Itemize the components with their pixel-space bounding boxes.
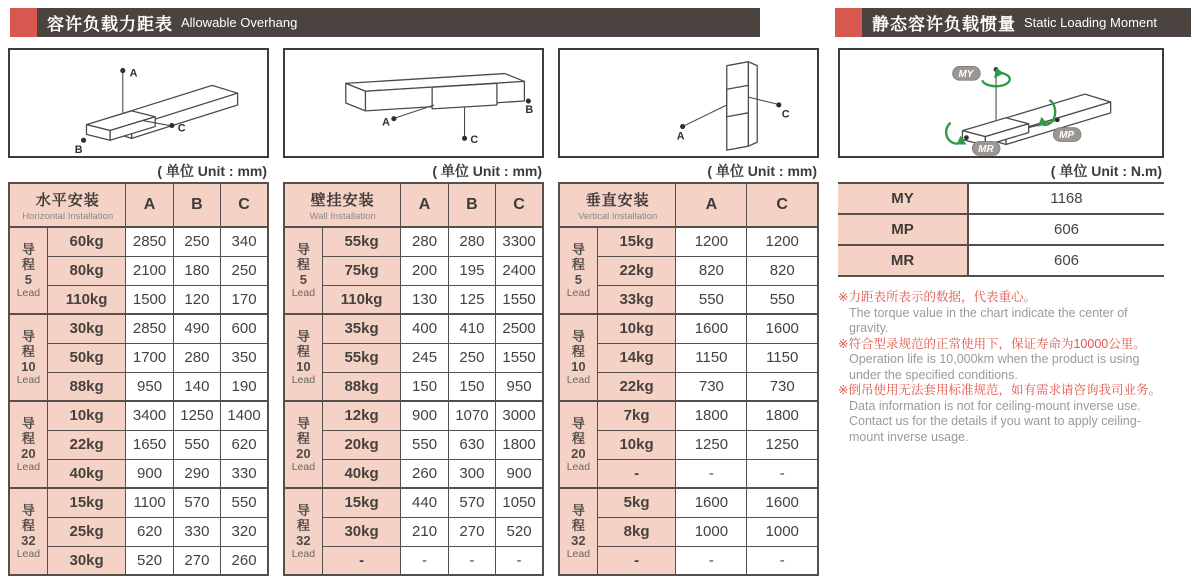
value-cell: 820 (676, 256, 747, 285)
load-cell: 60kg (47, 227, 126, 256)
value-cell: 900 (496, 459, 543, 488)
load-cell: 80kg (47, 256, 126, 285)
value-cell: 195 (448, 256, 495, 285)
load-cell: 35kg (322, 314, 401, 343)
red-accent-square (10, 8, 37, 37)
lead-cell: 导 程 20 Lead (559, 401, 597, 488)
table-row (284, 314, 543, 343)
value-cell: 820 (747, 256, 818, 285)
moment-label: MP (838, 214, 968, 245)
unit-label-nm: ( 单位 Unit : N.m) (1050, 163, 1162, 179)
load-cell: 88kg (322, 372, 401, 401)
value-cell: 1600 (747, 314, 818, 343)
moment-label: MY (838, 183, 968, 214)
load-cell: 110kg (322, 285, 401, 314)
value-cell: 1800 (496, 430, 543, 459)
value-cell: 1250 (747, 430, 818, 459)
section-title-en: Static Loading Moment (1024, 15, 1157, 30)
vertical-installation-diagram (558, 48, 819, 158)
lead-cell: 导 程 10 Lead (559, 314, 597, 401)
point-a-label: A (382, 116, 390, 129)
installation-title-cell: 壁挂安装 Wall Installation (284, 183, 401, 227)
value-cell: 1550 (496, 343, 543, 372)
table-row (838, 183, 1164, 214)
value-cell: 330 (221, 459, 268, 488)
lead-cell: 导 程 5 Lead (559, 227, 597, 314)
value-cell: 1150 (747, 343, 818, 372)
value-cell: 260 (221, 546, 268, 575)
value-cell: 250 (221, 256, 268, 285)
value-cell: - (401, 546, 448, 575)
value-cell: 730 (676, 372, 747, 401)
load-cell: 15kg (47, 488, 126, 517)
point-a-label: A (676, 130, 685, 143)
installation-title-cell: 水平安装 Horizontal Installation (9, 183, 126, 227)
value-cell: 2850 (126, 227, 173, 256)
table-row (559, 372, 818, 401)
table-header-row (559, 183, 818, 227)
value-cell: 1000 (676, 517, 747, 546)
table-row (284, 256, 543, 285)
value-cell: 1250 (676, 430, 747, 459)
value-cell: 550 (221, 488, 268, 517)
load-cell: 8kg (597, 517, 676, 546)
table-row (284, 430, 543, 459)
lead-cell: 导 程 5 Lead (9, 227, 47, 314)
table-row (9, 314, 268, 343)
lead-cell: 导 程 20 Lead (9, 401, 47, 488)
moment-mp-label: MP (1059, 130, 1075, 142)
load-cell: - (597, 459, 676, 488)
value-cell: 1550 (496, 285, 543, 314)
table-row (9, 372, 268, 401)
load-cell: 20kg (322, 430, 401, 459)
value-cell: 1000 (747, 517, 818, 546)
load-cell: - (322, 546, 401, 575)
value-cell: 200 (401, 256, 448, 285)
column-header-c: C (221, 183, 268, 227)
table-row (559, 546, 818, 575)
table-row (559, 285, 818, 314)
value-cell: 1400 (221, 401, 268, 430)
table-row (559, 227, 818, 256)
value-cell: 320 (221, 517, 268, 546)
value-cell: 170 (221, 285, 268, 314)
value-cell: 340 (221, 227, 268, 256)
wall-installation-table (283, 182, 544, 576)
load-cell: 33kg (597, 285, 676, 314)
value-cell: 440 (401, 488, 448, 517)
unit-label-mm: ( 单位 Unit : mm) (157, 163, 267, 179)
value-cell: 150 (448, 372, 495, 401)
load-cell: 30kg (322, 517, 401, 546)
table-row (284, 488, 543, 517)
table-row (559, 343, 818, 372)
value-cell: 250 (448, 343, 495, 372)
value-cell: 400 (401, 314, 448, 343)
unit-label-mm: ( 单位 Unit : mm) (432, 163, 542, 179)
table-row (9, 430, 268, 459)
value-cell: 280 (401, 227, 448, 256)
moment-value: 606 (968, 245, 1164, 276)
value-cell: 350 (221, 343, 268, 372)
static-loading-moment-column (838, 48, 1164, 445)
load-cell: 22kg (597, 256, 676, 285)
table-row (9, 546, 268, 575)
table-header-row (9, 183, 268, 227)
load-cell: 75kg (322, 256, 401, 285)
wall-installation-diagram (283, 48, 544, 158)
value-cell: 2850 (126, 314, 173, 343)
wall-installation-column (283, 48, 544, 576)
table-row (9, 256, 268, 285)
value-cell: 3000 (496, 401, 543, 430)
column-header-c: C (747, 183, 818, 227)
value-cell: 550 (401, 430, 448, 459)
footnote-zh: ※倒吊使用无法套用标准规范，如有需求请咨询我司业务。 (838, 383, 1161, 397)
value-cell: 250 (173, 227, 220, 256)
value-cell: 290 (173, 459, 220, 488)
value-cell: 300 (448, 459, 495, 488)
section-title-zh: 静态容许负载惯量 (872, 15, 1016, 34)
point-b-label: B (74, 144, 83, 156)
table-row (559, 488, 818, 517)
value-cell: 1600 (747, 488, 818, 517)
section-header-static-loading-moment (835, 8, 1191, 37)
lead-cell: 导 程 5 Lead (284, 227, 322, 314)
value-cell: 280 (448, 227, 495, 256)
table-row (284, 227, 543, 256)
column-header-b: B (448, 183, 495, 227)
value-cell: 2100 (126, 256, 173, 285)
value-cell: 550 (676, 285, 747, 314)
value-cell: 2400 (496, 256, 543, 285)
value-cell: 1650 (126, 430, 173, 459)
horizontal-installation-table (8, 182, 269, 576)
value-cell: 1800 (676, 401, 747, 430)
value-cell: 2500 (496, 314, 543, 343)
value-cell: - (676, 459, 747, 488)
table-row (284, 546, 543, 575)
value-cell: 630 (448, 430, 495, 459)
value-cell: 570 (173, 488, 220, 517)
value-cell: 270 (448, 517, 495, 546)
table-row (284, 372, 543, 401)
table-row (284, 517, 543, 546)
value-cell: - (676, 546, 747, 575)
load-cell: 55kg (322, 343, 401, 372)
vertical-installation-table (558, 182, 819, 576)
footnote-zh: ※力距表所表示的数据，代表重心。 (838, 290, 1036, 304)
moment-diagram (838, 48, 1164, 158)
horizontal-installation-diagram (8, 48, 269, 158)
column-header-b: B (173, 183, 220, 227)
moment-mr-label: MR (978, 143, 994, 155)
table-header-row (284, 183, 543, 227)
value-cell: - (747, 459, 818, 488)
value-cell: 570 (448, 488, 495, 517)
table-row (559, 459, 818, 488)
load-cell: 30kg (47, 546, 126, 575)
value-cell: 280 (173, 343, 220, 372)
load-cell: 7kg (597, 401, 676, 430)
value-cell: - (496, 546, 543, 575)
value-cell: 1150 (676, 343, 747, 372)
value-cell: 1700 (126, 343, 173, 372)
point-c-label: C (781, 108, 790, 121)
load-cell: 10kg (47, 401, 126, 430)
load-cell: 12kg (322, 401, 401, 430)
load-cell: 88kg (47, 372, 126, 401)
value-cell: 550 (747, 285, 818, 314)
value-cell: 150 (401, 372, 448, 401)
value-cell: 130 (401, 285, 448, 314)
load-cell: 40kg (47, 459, 126, 488)
value-cell: 600 (221, 314, 268, 343)
load-cell: 10kg (597, 314, 676, 343)
load-cell: 50kg (47, 343, 126, 372)
lead-cell: 导 程 10 Lead (9, 314, 47, 401)
table-row (9, 227, 268, 256)
load-cell: 22kg (47, 430, 126, 459)
value-cell: 270 (173, 546, 220, 575)
lead-cell: 导 程 10 Lead (284, 314, 322, 401)
point-b-label: B (525, 103, 534, 116)
value-cell: 950 (126, 372, 173, 401)
table-row (559, 401, 818, 430)
installation-title-cell: 垂直安装 Vertical Installation (559, 183, 676, 227)
lead-cell: 导 程 32 Lead (559, 488, 597, 575)
moment-my-label: MY (958, 68, 974, 80)
table-row (9, 285, 268, 314)
table-row (559, 314, 818, 343)
value-cell: 210 (401, 517, 448, 546)
load-cell: 110kg (47, 285, 126, 314)
value-cell: 245 (401, 343, 448, 372)
value-cell: 180 (173, 256, 220, 285)
value-cell: 620 (126, 517, 173, 546)
table-row (284, 401, 543, 430)
table-row (559, 517, 818, 546)
lead-cell: 导 程 32 Lead (284, 488, 322, 575)
load-cell: 15kg (597, 227, 676, 256)
point-c-label: C (470, 134, 479, 147)
section-title-en: Allowable Overhang (181, 15, 298, 30)
moment-label: MR (838, 245, 968, 276)
load-cell: 14kg (597, 343, 676, 372)
vertical-installation-column (558, 48, 819, 576)
value-cell: 3300 (496, 227, 543, 256)
value-cell: 1200 (747, 227, 818, 256)
point-c-label: C (177, 122, 186, 135)
value-cell: 550 (173, 430, 220, 459)
load-cell: 5kg (597, 488, 676, 517)
red-accent-square (835, 8, 862, 37)
table-row (9, 459, 268, 488)
value-cell: 330 (173, 517, 220, 546)
moment-table (838, 182, 1164, 277)
value-cell: 1600 (676, 488, 747, 517)
value-cell: 3400 (126, 401, 173, 430)
horizontal-installation-column (8, 48, 269, 576)
table-row (838, 245, 1164, 276)
lead-cell: 导 程 20 Lead (284, 401, 322, 488)
value-cell: 1500 (126, 285, 173, 314)
value-cell: 125 (448, 285, 495, 314)
table-row (9, 517, 268, 546)
value-cell: 140 (173, 372, 220, 401)
value-cell: - (747, 546, 818, 575)
column-header-c: C (496, 183, 543, 227)
table-row (284, 343, 543, 372)
load-cell: 55kg (322, 227, 401, 256)
value-cell: 1250 (173, 401, 220, 430)
table-row (284, 285, 543, 314)
load-cell: 10kg (597, 430, 676, 459)
table-row (559, 256, 818, 285)
column-header-a: A (401, 183, 448, 227)
footnotes (838, 290, 1164, 445)
value-cell: 1100 (126, 488, 173, 517)
load-cell: - (597, 546, 676, 575)
value-cell: 900 (401, 401, 448, 430)
footnote-en: Data information is not for ceiling-mount inverse use. Contact us for the details if you want to apply ceiling-mount inverse usage. (849, 398, 1141, 444)
value-cell: 1070 (448, 401, 495, 430)
table-row (284, 459, 543, 488)
value-cell: 1600 (676, 314, 747, 343)
load-cell: 30kg (47, 314, 126, 343)
table-row (9, 401, 268, 430)
moment-value: 1168 (968, 183, 1164, 214)
point-a-label: A (129, 67, 138, 80)
table-row (838, 214, 1164, 245)
table-row (9, 488, 268, 517)
lead-cell: 导 程 32 Lead (9, 488, 47, 575)
value-cell: 730 (747, 372, 818, 401)
value-cell: 520 (126, 546, 173, 575)
moment-value: 606 (968, 214, 1164, 245)
column-header-a: A (676, 183, 747, 227)
value-cell: 190 (221, 372, 268, 401)
value-cell: - (448, 546, 495, 575)
load-cell: 15kg (322, 488, 401, 517)
load-cell: 22kg (597, 372, 676, 401)
value-cell: 410 (448, 314, 495, 343)
section-title-zh: 容许负载力距表 (47, 15, 173, 34)
value-cell: 620 (221, 430, 268, 459)
table-row (559, 430, 818, 459)
load-cell: 25kg (47, 517, 126, 546)
unit-label-mm: ( 单位 Unit : mm) (707, 163, 817, 179)
value-cell: 1050 (496, 488, 543, 517)
value-cell: 1800 (747, 401, 818, 430)
footnote-zh: ※符合型录规范的正常使用下，保证寿命为10000公里。 (838, 336, 1146, 351)
section-header-allowable-overhang (10, 8, 760, 37)
value-cell: 260 (401, 459, 448, 488)
value-cell: 490 (173, 314, 220, 343)
load-cell: 40kg (322, 459, 401, 488)
footnote-en: Operation life is 10,000km when the product is using under the specified conditions. (849, 352, 1140, 382)
value-cell: 1200 (676, 227, 747, 256)
column-header-a: A (126, 183, 173, 227)
value-cell: 900 (126, 459, 173, 488)
value-cell: 950 (496, 372, 543, 401)
footnote-en: The torque value in the chart indicate the center of gravity. (849, 305, 1128, 335)
table-row (9, 343, 268, 372)
value-cell: 520 (496, 517, 543, 546)
value-cell: 120 (173, 285, 220, 314)
